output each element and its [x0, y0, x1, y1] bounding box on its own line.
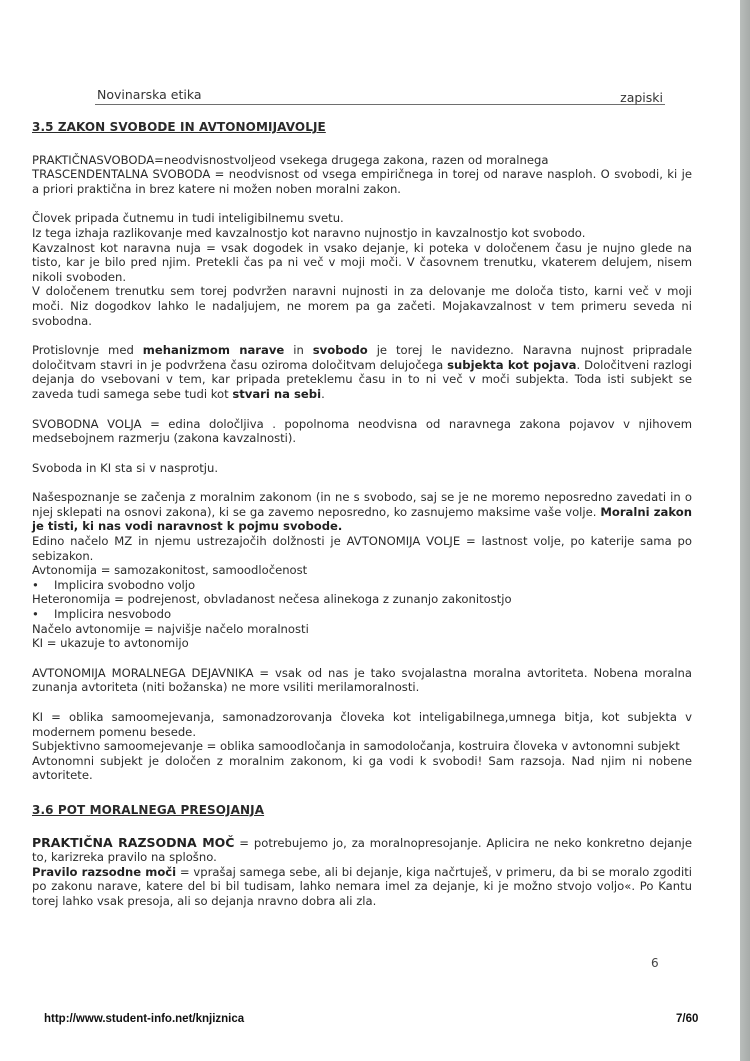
text-line: Avtonomni subjekt je določen z moralnim zakonom, ki ga vodi k svobodi! Sam razsoja. Nad njim ni nobene avtoritete.: [32, 753, 692, 783]
page-number: 6: [651, 956, 659, 970]
paragraph-free-will: SVOBODNA VOLJA = edina določljiva . popolnoma neodvisna od naravnega zakona pojavov v njihovem medsebojnem razmerju (zakona kavzalnosti).: [32, 416, 692, 446]
text-line: KI = ukazuje to avtonomijo: [32, 636, 189, 651]
text-line: V določenem trenutku sem torej podvržen naravni nujnosti in za delovanje me določa tisto, karni več v moji moči. Niz dogodkov lahko le nadaljujem, ne morem pa ga začeti. Mojakavzalnost v tem primeru seveda ni svobodna.: [32, 284, 692, 328]
paragraph-causality: [32, 211, 692, 328]
bullet-icon: •: [32, 577, 39, 592]
paragraph-practical-judgment: [32, 836, 692, 909]
text-line: [32, 490, 692, 534]
text-line: Edino načelo MZ in njemu ustrezajočih dolžnosti je AVTONOMIJA VOLJE = lastnost volje, po katerije sama po sebizakon.: [32, 534, 692, 563]
text-line: PRAKTIČNASVOBODA=neodvisnostvoljeod vsekega drugega zakona, razen od moralnega: [32, 152, 549, 167]
document-body: [32, 120, 692, 924]
text-line: Subjektivno samoomejevanje = oblika samoodločanja in samodoločanja, kostruira človeka v avtonomni subjekt: [32, 739, 680, 754]
text-line: Načelo avtonomije = najvišje načelo moralnosti: [32, 621, 309, 636]
header-course-title: Novinarska etika: [97, 87, 202, 102]
bold-term: subjekta kot pojava: [447, 357, 577, 372]
text-run: = vprašaj samega sebe, ali bi dejanje, kiga načrtuješ, v primeru, da bi se moralo zgoditi po zakonu narave, katere del bi bil tudisam, lahko nemara imel za dejanje, ki je možno stvojo voljo«. Po Kantu torej lahko vsak presoja, ali so dejanja nravno dobra ali zla.: [32, 864, 693, 908]
section-title-3-5: 3.5 ZAKON SVOBODE IN AVTONOMIJAVOLJE: [32, 120, 326, 134]
text-run: Našespoznanje se začenja z moralnim zakonom (in ne s svobodo, saj se je ne moremo neposredno zavedati in o njej sklepati na osnovi zakona), ki se ga zavemo neposredno, ko zasnujemo maksime vaše volje.: [32, 490, 692, 519]
paragraph-contradiction: [32, 343, 692, 401]
text-line: Heteronomija = podrejenost, obvladanost nečesa alinekoga z zunanjo zakonitostjo: [32, 592, 512, 607]
text-run: je torej le navidezno. Naravna nujnost pripradale določitvam stavri in je podvržena času oziroma določitvam delujočega: [32, 343, 693, 372]
text-line: [32, 865, 692, 909]
section-title-3-6: 3.6 POT MORALNEGA PRESOJANJA: [32, 802, 265, 817]
bullet-item: [32, 607, 692, 622]
bullet-text: Implicira svobodno voljo: [54, 577, 196, 592]
paragraph-self-limitation: [32, 710, 692, 783]
bullet-text: Implicira nesvobodo: [54, 607, 172, 622]
footer-page-count: 7/60: [676, 1013, 699, 1025]
text-run: in: [284, 343, 313, 358]
bold-term: svobodo: [312, 343, 368, 358]
text-run: .: [321, 386, 325, 401]
paragraph-moral-law: [32, 490, 692, 651]
text-line: KI = oblika samoomejevanja, samonadzorovanja človeka kot inteligabilnega,umnega bitja, kot subjekta v modernem pomenu besede.: [32, 710, 692, 739]
text-line: Iz tega izhaja razlikovanje med kavzalnostjo kot naravno nujnostjo in kavzalnostjo kot svobodo.: [32, 225, 586, 240]
bold-term: mehanizmom narave: [142, 343, 285, 358]
header-notes-label: zapiski: [620, 90, 663, 105]
text-line: Avtonomija = samozakonitost, samoodločenost: [32, 563, 308, 578]
paragraph-freedom-definitions: [32, 153, 692, 197]
text-line: TRASCENDENTALNA SVOBODA = neodvisnost od vsega empiričnega in torej od narave nasploh. O svobodi, ki je a priori praktična in brez katere ni možen noben moralni zakon.: [32, 167, 692, 196]
text-line: Kavzalnost kot naravna nuja = vsak dogodek in vsako dejanje, ki poteka v določenem času je nujno glede na tisto, kar je bilo pred njim. Pretekli čas pa ni več v moji moči. V časovnem trenutku, vkaterem delujem, nisem nikoli svoboden.: [32, 240, 692, 284]
bold-term: stvari na sebi: [232, 386, 322, 401]
text-run: = potrebujemo jo, za moralnopresojanje. Aplicira ne neko konkretno dejanje to, karizreka pravilo na splošno.: [32, 835, 692, 865]
page-edge-shadow: [740, 0, 750, 1061]
bold-term: Pravilo razsodne moči: [32, 864, 177, 879]
bold-statement: Moralni zakon je tisti, ki nas vodi naravnost k pojmu svobode.: [32, 504, 692, 534]
bold-term: PRAKTIČNA RAZSODNA MOČ: [32, 834, 235, 850]
text-run: Protislovnje med: [32, 343, 143, 358]
bullet-item: [32, 578, 692, 593]
paragraph-moral-agent: AVTONOMIJA MORALNEGA DEJAVNIKA = vsak od nas je tako svojalastna moralna avtoriteta. Nobena moralna zunanja avtoriteta (niti božanska) ne more vsiliti merilamoralnosti.: [32, 665, 692, 695]
bullet-icon: •: [32, 607, 39, 622]
text-line: Človek pripada čutnemu in tudi inteligibilnemu svetu.: [32, 211, 344, 226]
running-header: [95, 86, 665, 105]
paragraph-opposition: Svoboda in KI sta si v nasprotju.: [32, 460, 219, 475]
text-line: [32, 836, 692, 865]
text-run: . Določitveni razlogi dejanja do vsebovani v tem, kar pripada preteklemu času in to ni več v moči subjekta. Toda isti subjekt se zaveda tudi samega sebe tudi kot: [32, 357, 692, 401]
footer-url-link[interactable]: http://www.student-info.net/knjiznica: [44, 1013, 245, 1025]
